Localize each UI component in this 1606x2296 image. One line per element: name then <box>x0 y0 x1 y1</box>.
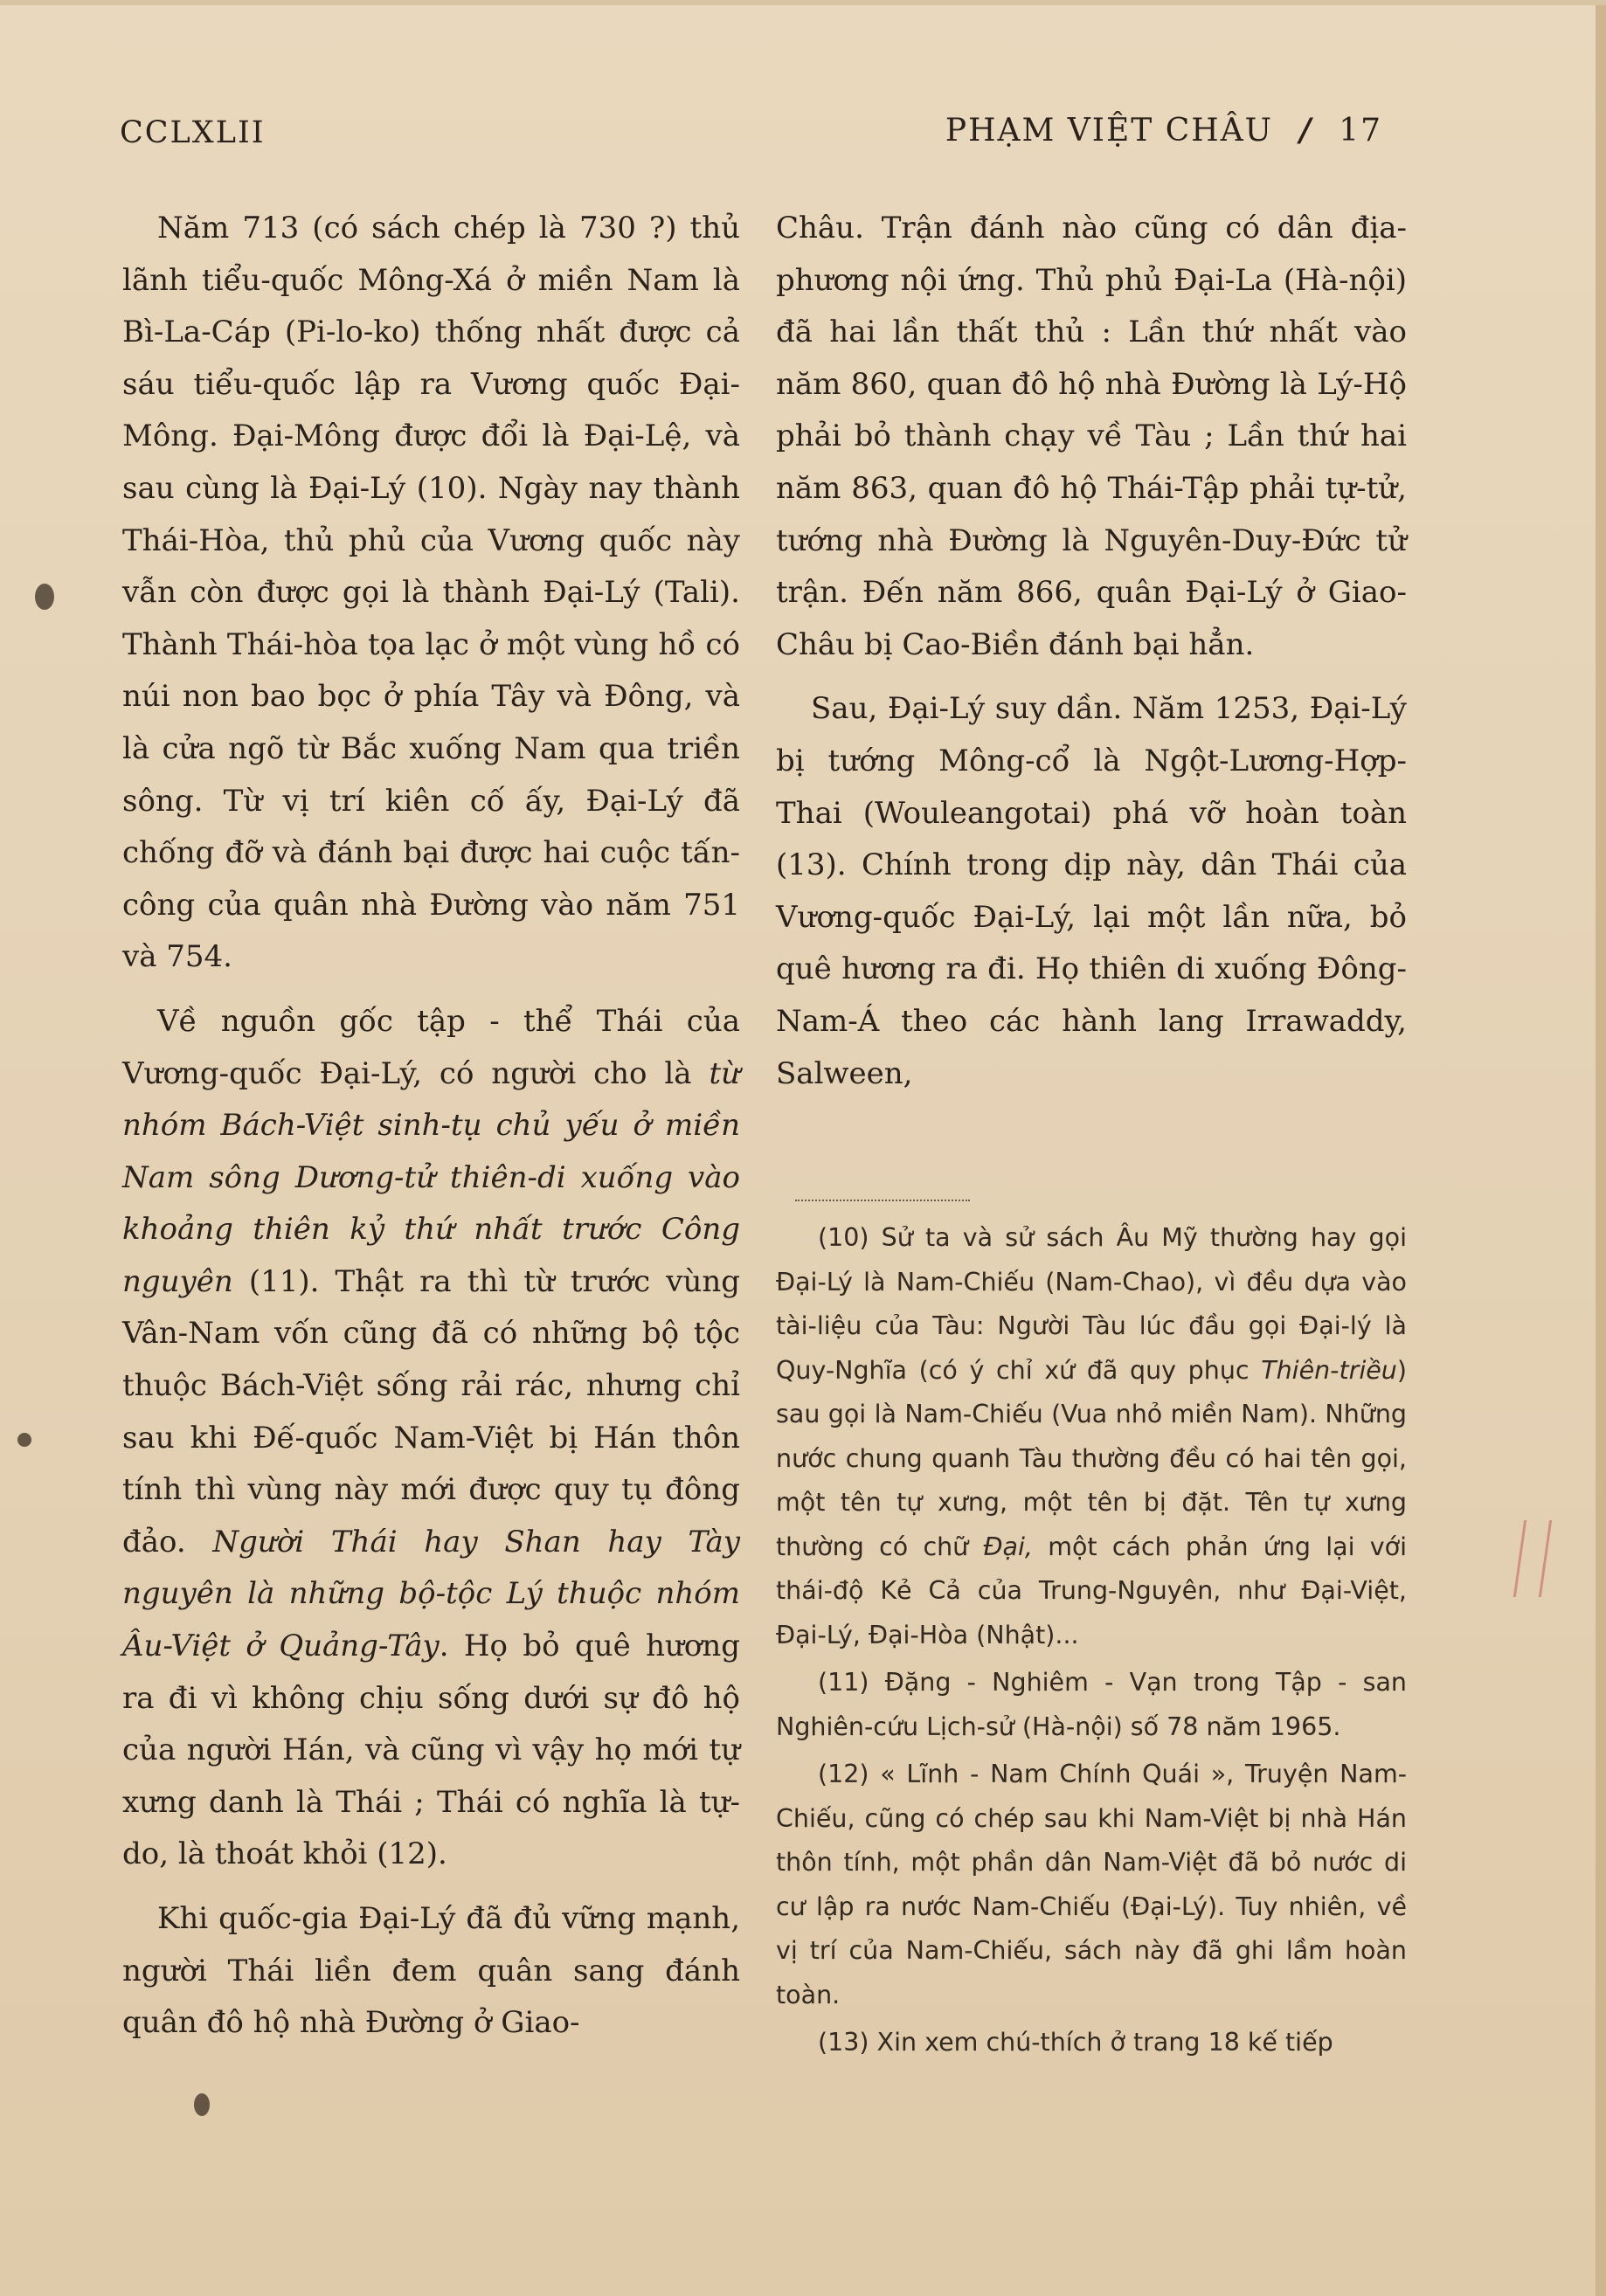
italic-quote: Người Thái hay Shan hay Tày nguyên là những bộ-tộc Lý thuộc nhóm Âu-Việt ở Quảng-Tây <box>122 1524 741 1664</box>
ink-blot-mark <box>194 2093 210 2116</box>
header-separator: / <box>1299 112 1313 149</box>
paragraph: Châu. Trận đánh nào cũng có dân địa-phương nội ứng. Thủ phủ Đại-La (Hà-nội) đã hai lần thất thủ : Lần thứ nhất vào năm 860, quan đô hộ nhà Đường là Lý-Hộ phải bỏ thành chạy về Tàu ; Lần thứ hai năm 863, quan đô hộ Thái-Tập phải tự-tử, tướng nhà Đường là Nguyên-Duy-Đức tử trận. Đến năm 866, quân Đại-Lý ở Giao-Châu bị Cao-Biền đánh bại hẳn. <box>776 211 1407 662</box>
paragraph: Năm 713 (có sách chép là 730 ?) thủ lãnh tiểu-quốc Mông-Xá ở miền Nam là Bì-La-Cáp (Pi-lo-ko) thống nhất được cả sáu tiểu-quốc lập ra Vương quốc Đại-Mông. Đại-Mông được đổi là Đại-Lệ, và sau cùng là Đại-Lý (10). Ngày nay thành Thái-Hòa, thủ phủ của Vương quốc này vẫn còn được gọi là thành Đại-Lý (Tali). Thành Thái-hòa tọa lạc ở một vùng hồ có núi non bao bọc ở phía Tây và Đông, và là cửa ngõ từ Bắc xuống Nam qua triền sông. Từ vị trí kiên cố ấy, Đại-Lý đã chống đỡ và đánh bại được hai cuộc tấn-công của quân nhà Đường vào năm 751 và 754. <box>122 211 740 975</box>
paragraph: Sau, Đại-Lý suy dần. Năm 1253, Đại-Lý bị tướng Mông-cổ là Ngột-Lương-Hợp-Thai (Wouleangotai) phá vỡ hoàn toàn (13). Chính trong dịp này, dân Thái của Vương-quốc Đại-Lý, lại một lần nữa, bỏ quê hương ra đi. Họ thiên di xuống Đông-Nam-Á theo các hành lang Irrawaddy, Salween, <box>776 691 1407 1091</box>
running-header-right <box>945 112 1382 149</box>
ink-blot-mark <box>17 1433 31 1447</box>
footnote-divider <box>795 1200 970 1201</box>
text-run: (11). Thật ra thì từ trước vùng Vân-Nam vốn cũng đã có những bộ tộc thuộc Bách-Việt sống rải rác, nhưng chỉ sau khi Đế-quốc Nam-Việt bị Hán thôn tính thì vùng này mới được quy tụ đông đảo. <box>122 1263 740 1559</box>
paragraph: Khi quốc-gia Đại-Lý đã đủ vững mạnh, người Thái liền đem quân sang đánh quân đô hộ nhà Đường ở Giao- <box>122 1901 740 2041</box>
footnotes <box>776 1216 1407 2065</box>
italic-quote: từ nhóm Bách-Việt sinh-tụ chủ yếu ở miền Nam sông Dương-tử thiên-di xuống vào khoảng thiên kỷ thứ nhất trước Công nguyên <box>122 1055 740 1299</box>
text-run: . Họ bỏ quê hương ra đi vì không chịu sống dưới sự đô hộ của người Hán, và cũng vì vậy họ mới tự xưng danh là Thái ; Thái có nghĩa là tự-do, là thoát khỏi (12). <box>122 1629 740 1872</box>
text-run: ) sau gọi là Nam-Chiếu (Vua nhỏ miền Nam). Những nước chung quanh Tàu thường đều có hai tên gọi, một tên tự xưng, một tên bị đặt. Tên tự xưng thường có chữ <box>776 1355 1407 1561</box>
text-run: Về nguồn gốc tập - thể Thái của Vương-quốc Đại-Lý, có người cho là <box>122 1003 740 1091</box>
footnote-12: (12) « Lĩnh - Nam Chính Quái », Truyện Nam-Chiếu, cũng có chép sau khi Nam-Việt bị nhà Hán thôn tính, một phần dân Nam-Việt đã bỏ nước di cư lập ra nước Nam-Chiếu (Đại-Lý). Tuy nhiên, về vị trí của Nam-Chiếu, sách này đã ghi lầm hoàn toàn. <box>776 1760 1407 2009</box>
italic-term: Thiên-triều <box>1261 1355 1397 1385</box>
page-number: 17 <box>1339 113 1382 149</box>
ink-blot-mark <box>35 584 54 610</box>
running-header-left: CCLXLII <box>120 115 266 150</box>
footnote-13: (13) Xin xem chú-thích ở trang 18 kế tiếp <box>818 2028 1333 2057</box>
book-title: PHẠM VIỆT CHÂU <box>945 113 1274 149</box>
text-run: một cách phản ứng lại với thái-độ Kẻ Cả của Trung-Nguyên, như Đại-Việt, Đại-Lý, Đại-Hòa (Nhật)... <box>776 1532 1407 1649</box>
right-column <box>776 203 1407 1100</box>
text-run: (10) Sử ta và sử sách Âu Mỹ thường hay gọi Đại-Lý là Nam-Chiếu (Nam-Chao), vì đều dựa vào tài-liệu của Tàu: Người Tàu lúc đầu gọi Đại-lý là Quy-Nghĩa (có ý chỉ xứ đã quy phục <box>776 1223 1407 1385</box>
footnote-11: (11) Đặng - Nghiêm - Vạn trong Tập - san Nghiên-cứu Lịch-sử (Hà-nội) số 78 năm 1965. <box>776 1668 1407 1741</box>
footnote-10 <box>776 1216 1407 1657</box>
italic-term: Đại, <box>983 1532 1033 1561</box>
paragraph <box>122 996 740 1881</box>
pencil-mark <box>1513 1520 1552 1597</box>
left-column <box>122 203 740 2050</box>
